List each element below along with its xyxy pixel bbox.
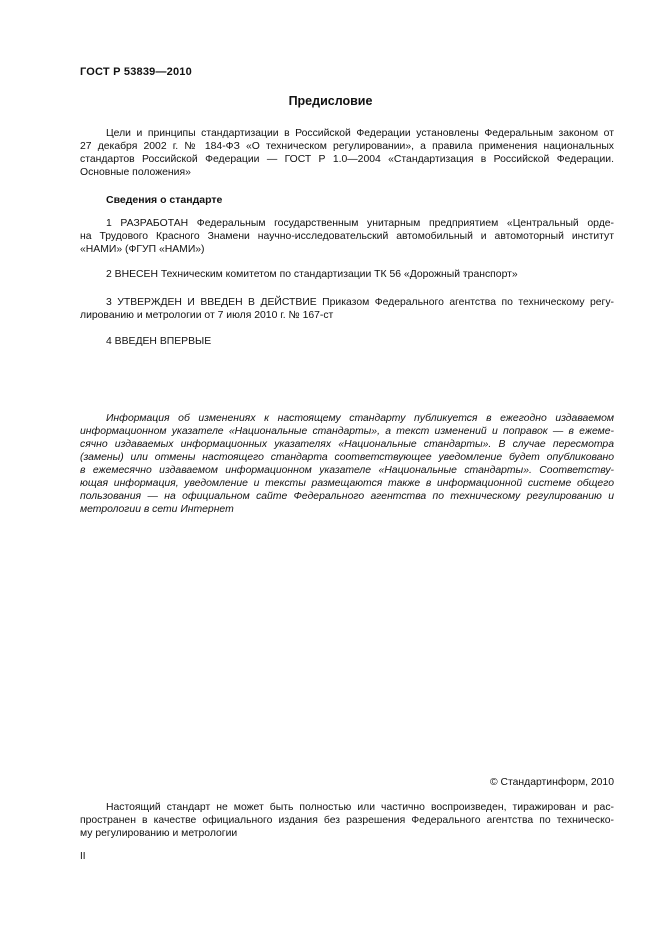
page-number: II: [80, 851, 86, 862]
intro-line: 27 декабря 2002 г. № 184-ФЗ «О техническом регулировании», а правила применения национальных: [80, 141, 614, 152]
item-line: «НАМИ» (ФГУП «НАМИ»): [80, 244, 205, 255]
item-line: 2 ВНЕСЕН Техническим комитетом по стандартизации ТК 56 «Дорожный транспорт»: [106, 269, 518, 280]
document-code-header: ГОСТ Р 53839—2010: [80, 66, 192, 78]
intro-line: Цели и принципы стандартизации в Российской Федерации установлены Федеральным законом от: [106, 128, 614, 139]
item-line: 1 РАЗРАБОТАН Федеральным государственным унитарным предприятием «Центральный орде-: [106, 218, 614, 229]
section-title: Предисловие: [288, 94, 373, 108]
notice-line: (замены) или отмены настоящего стандарта соответствующее уведомление будет опубликовано: [80, 452, 614, 463]
rights-line: Настоящий стандарт не может быть полностью или частично воспроизведен, тиражирован и рас-: [106, 802, 614, 813]
notice-line: метрологии в сети Интернет: [80, 504, 234, 515]
rights-line: пространен в качестве официального издания без разрешения Федерального агентства по техническо-: [80, 815, 614, 826]
item-1: [80, 217, 614, 256]
notice-line: пользования — на официальном сайте Федерального агентства по техническому регулированию и: [80, 491, 614, 502]
subsection-title: Сведения о стандарте: [106, 194, 223, 206]
item-line: на Трудового Красного Знамени научно-исследовательский автомобильный и автомоторный институт: [80, 231, 614, 242]
notice-paragraph: [80, 412, 614, 516]
item-line: лированию и метрологии от 7 июля 2010 г. № 167-ст: [80, 310, 334, 321]
rights-line: му регулированию и метрологии: [80, 828, 238, 839]
item-2: [80, 268, 614, 281]
notice-line: в ежемесячно издаваемом информационном указателе «Национальные стандарты». Соответству-: [80, 465, 614, 476]
item-4: [80, 335, 614, 348]
item-3: [80, 296, 614, 322]
copyright-line: © Стандартинформ, 2010: [489, 777, 614, 788]
notice-line: сячно издаваемых информационных указателях «Национальные стандарты». В случае пересмотра: [80, 439, 614, 450]
intro-line: стандартов Российской Федерации — ГОСТ Р 1.0—2004 «Стандартизация в Российской Федерации.: [80, 154, 614, 165]
item-line: 4 ВВЕДЕН ВПЕРВЫЕ: [106, 336, 212, 347]
intro-line: Основные положения»: [80, 167, 191, 178]
intro-paragraph: [80, 127, 614, 179]
notice-line: информационном указателе «Национальные стандарты», а текст изменений и поправок — в ежеме-: [80, 426, 614, 437]
notice-line: ющая информация, уведомление и тексты размещаются также в информационной системе общего: [80, 478, 614, 489]
rights-paragraph: [80, 801, 614, 840]
notice-line: Информация об изменениях к настоящему стандарту публикуется в ежегодно издаваемом: [106, 413, 614, 424]
item-line: 3 УТВЕРЖДЕН И ВВЕДЕН В ДЕЙСТВИЕ Приказом Федерального агентства по техническому регу-: [106, 297, 614, 308]
